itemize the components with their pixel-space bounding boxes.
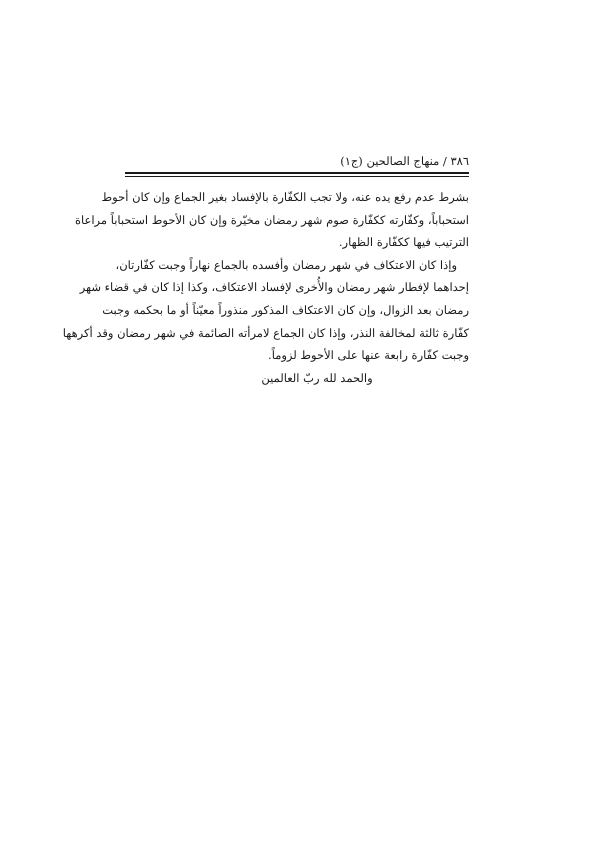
- paragraph-1-line-1: بشرط عدم رفع يده عنه، ولا تجب الكفّارة بالإفساد بغير الجماع وإن كان أحوط: [101, 190, 469, 204]
- header-rule-thick: [125, 172, 469, 174]
- paragraph-1-line-3: الترتيب فيها ككفّارة الظهار.: [338, 235, 469, 250]
- paragraph-2-line-2: إحداهما لإفطار شهر رمضان والأُخرى لإفساد الاعتكاف، وكذا إذا كان في قضاء شهر: [79, 280, 469, 295]
- body-text: [62, 186, 469, 389]
- closing-line: والحمد لله ربّ العالمين: [261, 370, 373, 385]
- paragraph-1-line-2: استحباباً، وكفّارته ككفّارة صوم شهر رمضان مخيّرة وإن كان الأحوط استحباباً مراعاة: [74, 212, 469, 227]
- paragraph-2-line-5: وجبت كفّارة رابعة عنها على الأحوط لزوماً.: [268, 348, 469, 363]
- paragraph-2-line-3: رمضان بعد الزوال، وإن كان الاعتكاف المذكور منذوراً معيّناً أو ما بحكمه وجبت: [102, 302, 469, 317]
- paragraph-2-line-1: وإذا كان الاعتكاف في شهر رمضان وأفسده بالجماع نهاراً وجبت كفّارتان،: [115, 257, 457, 272]
- running-header: ٣٨٦ / منهاج الصالحين (ج١): [340, 154, 469, 168]
- paragraph-2-line-4: كفّارة ثالثة لمخالفة النذر، وإذا كان الجماع لامرأته الصائمة في شهر رمضان وقد أكرهها: [62, 325, 469, 340]
- header-rule-thin: [125, 176, 469, 177]
